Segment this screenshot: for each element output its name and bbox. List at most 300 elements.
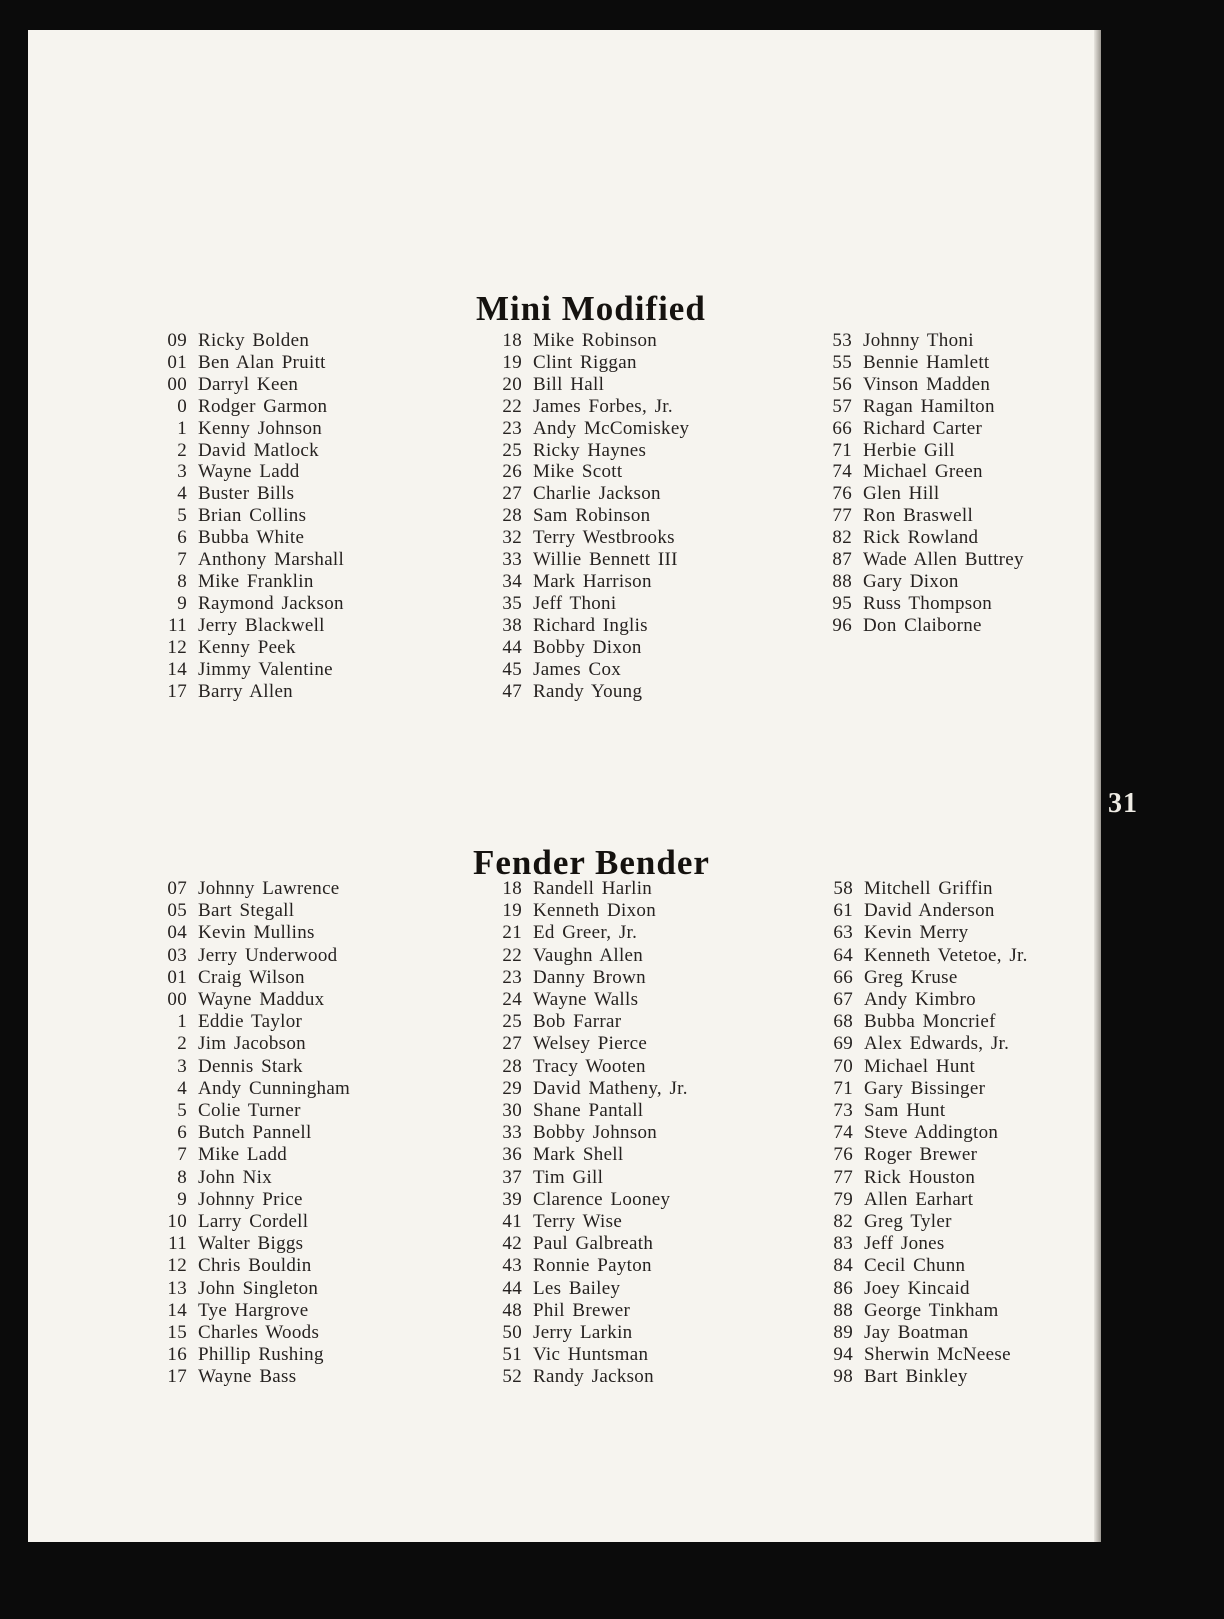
roster-entry <box>480 1056 688 1078</box>
car-number: 41 <box>502 1211 522 1233</box>
driver-name: Shane Pantall <box>533 1100 644 1122</box>
car-number: 2 <box>177 1033 187 1055</box>
driver-name: Charles Woods <box>198 1322 320 1344</box>
car-number: 14 <box>167 658 187 680</box>
roster-entry <box>145 637 344 659</box>
roster-entry <box>480 1189 688 1211</box>
driver-name: Barry Allen <box>198 680 293 702</box>
car-number: 63 <box>833 922 853 944</box>
roster-entry <box>480 1167 688 1189</box>
roster-entry <box>480 440 689 462</box>
driver-name: Rodger Garmon <box>198 395 328 417</box>
driver-name: Ed Greer, Jr. <box>533 922 638 944</box>
driver-name: Roger Brewer <box>864 1144 978 1166</box>
roster-entry <box>480 461 689 483</box>
car-number: 36 <box>502 1144 522 1166</box>
driver-name: Mike Franklin <box>198 570 314 592</box>
driver-name: Jeff Thoni <box>533 592 617 614</box>
roster-entry <box>811 1056 1028 1078</box>
car-number: 61 <box>833 900 853 922</box>
car-number: 82 <box>833 1211 853 1233</box>
roster-entry <box>811 878 1028 900</box>
car-number: 18 <box>502 330 522 351</box>
roster-entry <box>145 330 344 352</box>
roster-entry <box>145 1100 350 1122</box>
roster-entry <box>480 1233 688 1255</box>
car-number: 58 <box>833 878 853 899</box>
car-number: 82 <box>832 527 852 549</box>
roster-entry <box>810 505 1024 527</box>
car-number: 05 <box>167 900 187 922</box>
car-number: 30 <box>502 1100 522 1122</box>
driver-name: Vaughn Allen <box>533 944 644 966</box>
roster-entry <box>145 593 344 615</box>
roster-entry <box>811 1078 1028 1100</box>
car-number: 87 <box>832 549 852 571</box>
car-number: 47 <box>502 680 522 702</box>
roster-entry <box>810 483 1024 505</box>
car-number: 26 <box>502 461 522 483</box>
car-number: 25 <box>502 439 522 461</box>
car-number: 01 <box>167 351 187 373</box>
roster-entry <box>480 1255 688 1277</box>
roster-entry <box>145 440 344 462</box>
driver-name: Richard Inglis <box>533 614 648 636</box>
driver-name: Mike Scott <box>533 461 623 483</box>
driver-name: Darryl Keen <box>198 373 299 395</box>
driver-name: Randy Young <box>533 680 643 702</box>
car-number: 84 <box>833 1255 853 1277</box>
car-number: 29 <box>502 1077 522 1099</box>
driver-name: Ricky Bolden <box>198 330 310 351</box>
driver-name: Kevin Mullins <box>198 922 315 944</box>
driver-name: Brian Collins <box>198 505 307 527</box>
car-number: 5 <box>177 1100 187 1122</box>
car-number: 14 <box>167 1299 187 1321</box>
driver-name: Wayne Walls <box>533 989 639 1011</box>
driver-name: Mark Shell <box>533 1144 624 1166</box>
driver-name: Michael Hunt <box>864 1055 976 1077</box>
roster-entry <box>145 922 350 944</box>
driver-name: Mike Robinson <box>533 330 658 351</box>
car-number: 71 <box>832 439 852 461</box>
driver-name: Ragan Hamilton <box>863 395 995 417</box>
car-number: 00 <box>167 373 187 395</box>
section-title-fender-bender: Fender Bender <box>473 843 710 883</box>
roster-entry <box>810 440 1024 462</box>
car-number: 77 <box>832 505 852 527</box>
car-number: 8 <box>177 570 187 592</box>
car-number: 0 <box>177 395 187 417</box>
roster-entry <box>145 527 344 549</box>
car-number: 76 <box>833 1144 853 1166</box>
roster-entry <box>811 1344 1028 1366</box>
driver-name: Sam Robinson <box>533 505 651 527</box>
roster-entry <box>145 549 344 571</box>
car-number: 13 <box>167 1277 187 1299</box>
driver-name: Bart Stegall <box>198 900 295 922</box>
car-number: 76 <box>832 483 852 505</box>
roster-entry <box>480 1078 688 1100</box>
driver-name: Cecil Chunn <box>864 1255 966 1277</box>
car-number: 28 <box>502 1055 522 1077</box>
car-number: 45 <box>502 658 522 680</box>
roster-entry <box>810 352 1024 374</box>
roster-entry <box>811 922 1028 944</box>
driver-name: Tim Gill <box>533 1166 604 1188</box>
roster-entry <box>810 461 1024 483</box>
driver-name: Kenneth Dixon <box>533 900 657 922</box>
car-number: 71 <box>833 1077 853 1099</box>
driver-name: Paul Galbreath <box>533 1233 654 1255</box>
driver-name: Russ Thompson <box>863 592 993 614</box>
driver-name: David Matlock <box>198 439 319 461</box>
driver-name: Vic Huntsman <box>533 1344 649 1366</box>
roster-entry <box>145 989 350 1011</box>
driver-name: Ronnie Payton <box>533 1255 652 1277</box>
roster-entry <box>145 659 344 681</box>
driver-name: Wayne Ladd <box>198 461 300 483</box>
driver-name: Glen Hill <box>863 483 940 505</box>
roster-entry <box>811 1122 1028 1144</box>
roster-entry <box>145 352 344 374</box>
car-number: 88 <box>833 1299 853 1321</box>
roster-entry <box>811 1033 1028 1055</box>
car-number: 53 <box>832 330 852 351</box>
car-number: 89 <box>833 1322 853 1344</box>
car-number: 28 <box>502 505 522 527</box>
roster-entry <box>811 989 1028 1011</box>
driver-name: Bubba White <box>198 527 305 549</box>
car-number: 43 <box>502 1255 522 1277</box>
car-number: 66 <box>832 417 852 439</box>
driver-name: David Matheny, Jr. <box>533 1077 688 1099</box>
roster-entry <box>480 330 689 352</box>
car-number: 86 <box>833 1277 853 1299</box>
roster-entry <box>145 1144 350 1166</box>
driver-name: Wayne Maddux <box>198 989 325 1011</box>
car-number: 2 <box>177 439 187 461</box>
roster-entry <box>480 1033 688 1055</box>
car-number: 95 <box>832 592 852 614</box>
driver-name: Les Bailey <box>533 1277 621 1299</box>
car-number: 21 <box>502 922 522 944</box>
roster-entry <box>145 1366 350 1388</box>
driver-name: Bennie Hamlett <box>863 351 990 373</box>
roster-entry <box>145 1322 350 1344</box>
car-number: 98 <box>833 1366 853 1388</box>
driver-name: John Singleton <box>198 1277 319 1299</box>
roster-entry <box>480 1211 688 1233</box>
car-number: 7 <box>177 549 187 571</box>
roster-entry <box>811 1011 1028 1033</box>
car-number: 33 <box>502 549 522 571</box>
driver-name: Craig Wilson <box>198 966 305 988</box>
roster-entry <box>810 593 1024 615</box>
driver-name: Sam Hunt <box>864 1100 946 1122</box>
driver-name: Raymond Jackson <box>198 592 344 614</box>
roster-entry <box>480 681 689 703</box>
roster-entry <box>145 1300 350 1322</box>
roster-entry <box>810 374 1024 396</box>
car-number: 33 <box>502 1122 522 1144</box>
roster-entry <box>480 571 689 593</box>
driver-name: Jay Boatman <box>864 1322 969 1344</box>
roster-entry <box>811 1211 1028 1233</box>
car-number: 38 <box>502 614 522 636</box>
car-number: 83 <box>833 1233 853 1255</box>
car-number: 25 <box>502 1011 522 1033</box>
fender-bender-column-2 <box>480 878 688 1389</box>
car-number: 42 <box>502 1233 522 1255</box>
driver-name: Butch Pannell <box>198 1122 312 1144</box>
driver-name: Tracy Wooten <box>533 1055 646 1077</box>
driver-name: Clint Riggan <box>533 351 637 373</box>
roster-entry <box>480 900 688 922</box>
roster-entry <box>480 549 689 571</box>
driver-name: Bart Binkley <box>864 1366 968 1388</box>
roster-entry <box>145 1189 350 1211</box>
driver-name: Vinson Madden <box>863 373 991 395</box>
car-number: 74 <box>833 1122 853 1144</box>
car-number: 70 <box>833 1055 853 1077</box>
driver-name: John Nix <box>198 1166 273 1188</box>
roster-entry <box>145 615 344 637</box>
roster-entry <box>811 945 1028 967</box>
roster-entry <box>480 505 689 527</box>
driver-name: James Forbes, Jr. <box>533 395 673 417</box>
driver-name: Jim Jacobson <box>198 1033 306 1055</box>
car-number: 88 <box>832 570 852 592</box>
driver-name: Johnny Price <box>198 1188 303 1210</box>
driver-name: Jeff Jones <box>864 1233 945 1255</box>
driver-name: Kenny Peek <box>198 636 296 658</box>
driver-name: Jerry Blackwell <box>198 614 325 636</box>
roster-entry <box>145 1211 350 1233</box>
driver-name: Anthony Marshall <box>198 549 345 571</box>
car-number: 32 <box>502 527 522 549</box>
roster-entry <box>480 967 688 989</box>
driver-name: Jerry Underwood <box>198 944 338 966</box>
car-number: 15 <box>167 1322 187 1344</box>
driver-name: Johnny Lawrence <box>198 878 340 899</box>
roster-entry <box>810 330 1024 352</box>
driver-name: Kenneth Vetetoe, Jr. <box>864 944 1028 966</box>
roster-entry <box>145 1033 350 1055</box>
car-number: 19 <box>502 900 522 922</box>
roster-entry <box>480 396 689 418</box>
roster-entry <box>480 374 689 396</box>
car-number: 52 <box>502 1366 522 1388</box>
car-number: 23 <box>502 966 522 988</box>
car-number: 77 <box>833 1166 853 1188</box>
roster-entry <box>145 1255 350 1277</box>
driver-name: Phillip Rushing <box>198 1344 324 1366</box>
car-number: 10 <box>167 1211 187 1233</box>
driver-name: Don Claiborne <box>863 614 982 636</box>
car-number: 66 <box>833 966 853 988</box>
roster-entry <box>145 1233 350 1255</box>
roster-entry <box>810 571 1024 593</box>
roster-entry <box>811 1189 1028 1211</box>
car-number: 04 <box>167 922 187 944</box>
driver-name: Randell Harlin <box>533 878 653 899</box>
driver-name: Sherwin McNeese <box>864 1344 1011 1366</box>
car-number: 57 <box>832 395 852 417</box>
car-number: 96 <box>832 614 852 636</box>
car-number: 3 <box>177 461 187 483</box>
driver-name: Rick Houston <box>864 1166 976 1188</box>
roster-entry <box>480 945 688 967</box>
car-number: 9 <box>177 1188 187 1210</box>
roster-entry <box>480 1344 688 1366</box>
roster-entry <box>480 1278 688 1300</box>
driver-name: Eddie Taylor <box>198 1011 303 1033</box>
car-number: 20 <box>502 373 522 395</box>
driver-name: Ron Braswell <box>863 505 974 527</box>
roster-entry <box>145 1122 350 1144</box>
car-number: 12 <box>167 636 187 658</box>
roster-entry <box>810 527 1024 549</box>
roster-entry <box>480 989 688 1011</box>
car-number: 8 <box>177 1166 187 1188</box>
roster-entry <box>480 483 689 505</box>
mini-modified-column-1 <box>145 330 344 702</box>
car-number: 56 <box>832 373 852 395</box>
car-number: 44 <box>502 1277 522 1299</box>
roster-entry <box>811 1100 1028 1122</box>
car-number: 1 <box>177 417 187 439</box>
driver-name: Jerry Larkin <box>533 1322 633 1344</box>
roster-entry <box>810 549 1024 571</box>
car-number: 34 <box>502 570 522 592</box>
car-number: 23 <box>502 417 522 439</box>
car-number: 22 <box>502 944 522 966</box>
driver-name: Herbie Gill <box>863 439 955 461</box>
car-number: 44 <box>502 636 522 658</box>
driver-name: Ben Alan Pruitt <box>198 351 326 373</box>
car-number: 7 <box>177 1144 187 1166</box>
car-number: 67 <box>833 989 853 1011</box>
driver-name: Willie Bennett III <box>533 549 678 571</box>
car-number: 69 <box>833 1033 853 1055</box>
car-number: 24 <box>502 989 522 1011</box>
driver-name: Welsey Pierce <box>533 1033 648 1055</box>
roster-entry <box>480 615 689 637</box>
roster-entry <box>811 900 1028 922</box>
driver-name: James Cox <box>533 658 622 680</box>
car-number: 68 <box>833 1011 853 1033</box>
driver-name: Gary Dixon <box>863 570 959 592</box>
driver-name: Bill Hall <box>533 373 605 395</box>
roster-entry <box>811 1233 1028 1255</box>
car-number: 64 <box>833 944 853 966</box>
roster-entry <box>480 637 689 659</box>
roster-entry <box>811 1167 1028 1189</box>
car-number: 11 <box>168 614 187 636</box>
car-number: 55 <box>832 351 852 373</box>
driver-name: Greg Kruse <box>864 966 958 988</box>
driver-name: Kenny Johnson <box>198 417 323 439</box>
driver-name: Andy McComiskey <box>533 417 690 439</box>
car-number: 27 <box>502 483 522 505</box>
roster-entry <box>811 967 1028 989</box>
mini-modified-column-3 <box>810 330 1024 637</box>
car-number: 17 <box>167 1366 187 1388</box>
driver-name: Johnny Thoni <box>863 330 974 351</box>
driver-name: Joey Kincaid <box>864 1277 970 1299</box>
roster-entry <box>145 396 344 418</box>
driver-name: Andy Kimbro <box>864 989 976 1011</box>
driver-name: Wade Allen Buttrey <box>863 549 1024 571</box>
driver-name: Richard Carter <box>863 417 983 439</box>
car-number: 9 <box>177 592 187 614</box>
car-number: 73 <box>833 1100 853 1122</box>
car-number: 37 <box>502 1166 522 1188</box>
roster-entry <box>810 396 1024 418</box>
car-number: 48 <box>502 1299 522 1321</box>
driver-name: Colie Turner <box>198 1100 301 1122</box>
car-number: 01 <box>167 966 187 988</box>
roster-entry <box>145 1278 350 1300</box>
roster-entry <box>480 1322 688 1344</box>
driver-name: Terry Wise <box>533 1211 623 1233</box>
driver-name: Mark Harrison <box>533 570 652 592</box>
driver-name: Randy Jackson <box>533 1366 654 1388</box>
driver-name: Charlie Jackson <box>533 483 661 505</box>
driver-name: Phil Brewer <box>533 1299 631 1321</box>
car-number: 4 <box>177 1077 187 1099</box>
car-number: 17 <box>167 680 187 702</box>
car-number: 50 <box>502 1322 522 1344</box>
driver-name: Rick Rowland <box>863 527 979 549</box>
driver-name: Clarence Looney <box>533 1188 671 1210</box>
car-number: 16 <box>167 1344 187 1366</box>
car-number: 1 <box>177 1011 187 1033</box>
roster-entry <box>145 374 344 396</box>
car-number: 6 <box>177 527 187 549</box>
driver-name: Walter Biggs <box>198 1233 304 1255</box>
car-number: 74 <box>832 461 852 483</box>
car-number: 3 <box>177 1055 187 1077</box>
driver-name: Bobby Johnson <box>533 1122 658 1144</box>
roster-entry <box>811 1278 1028 1300</box>
driver-name: Michael Green <box>863 461 983 483</box>
roster-entry <box>145 945 350 967</box>
driver-name: Dennis Stark <box>198 1055 303 1077</box>
driver-name: Kevin Merry <box>864 922 969 944</box>
roster-entry <box>145 967 350 989</box>
driver-name: Gary Bissinger <box>864 1077 986 1099</box>
section-title-mini-modified: Mini Modified <box>476 289 706 329</box>
driver-name: Mitchell Griffin <box>864 878 993 899</box>
roster-entry <box>480 1011 688 1033</box>
car-number: 00 <box>167 989 187 1011</box>
roster-entry <box>480 352 689 374</box>
roster-entry <box>811 1300 1028 1322</box>
driver-name: Mike Ladd <box>198 1144 288 1166</box>
driver-name: Danny Brown <box>533 966 646 988</box>
roster-entry <box>145 1056 350 1078</box>
roster-entry <box>810 418 1024 440</box>
driver-name: David Anderson <box>864 900 995 922</box>
driver-name: Allen Earhart <box>864 1188 974 1210</box>
car-number: 27 <box>502 1033 522 1055</box>
car-number: 12 <box>167 1255 187 1277</box>
driver-name: Steve Addington <box>864 1122 999 1144</box>
car-number: 11 <box>168 1233 187 1255</box>
roster-entry <box>810 615 1024 637</box>
